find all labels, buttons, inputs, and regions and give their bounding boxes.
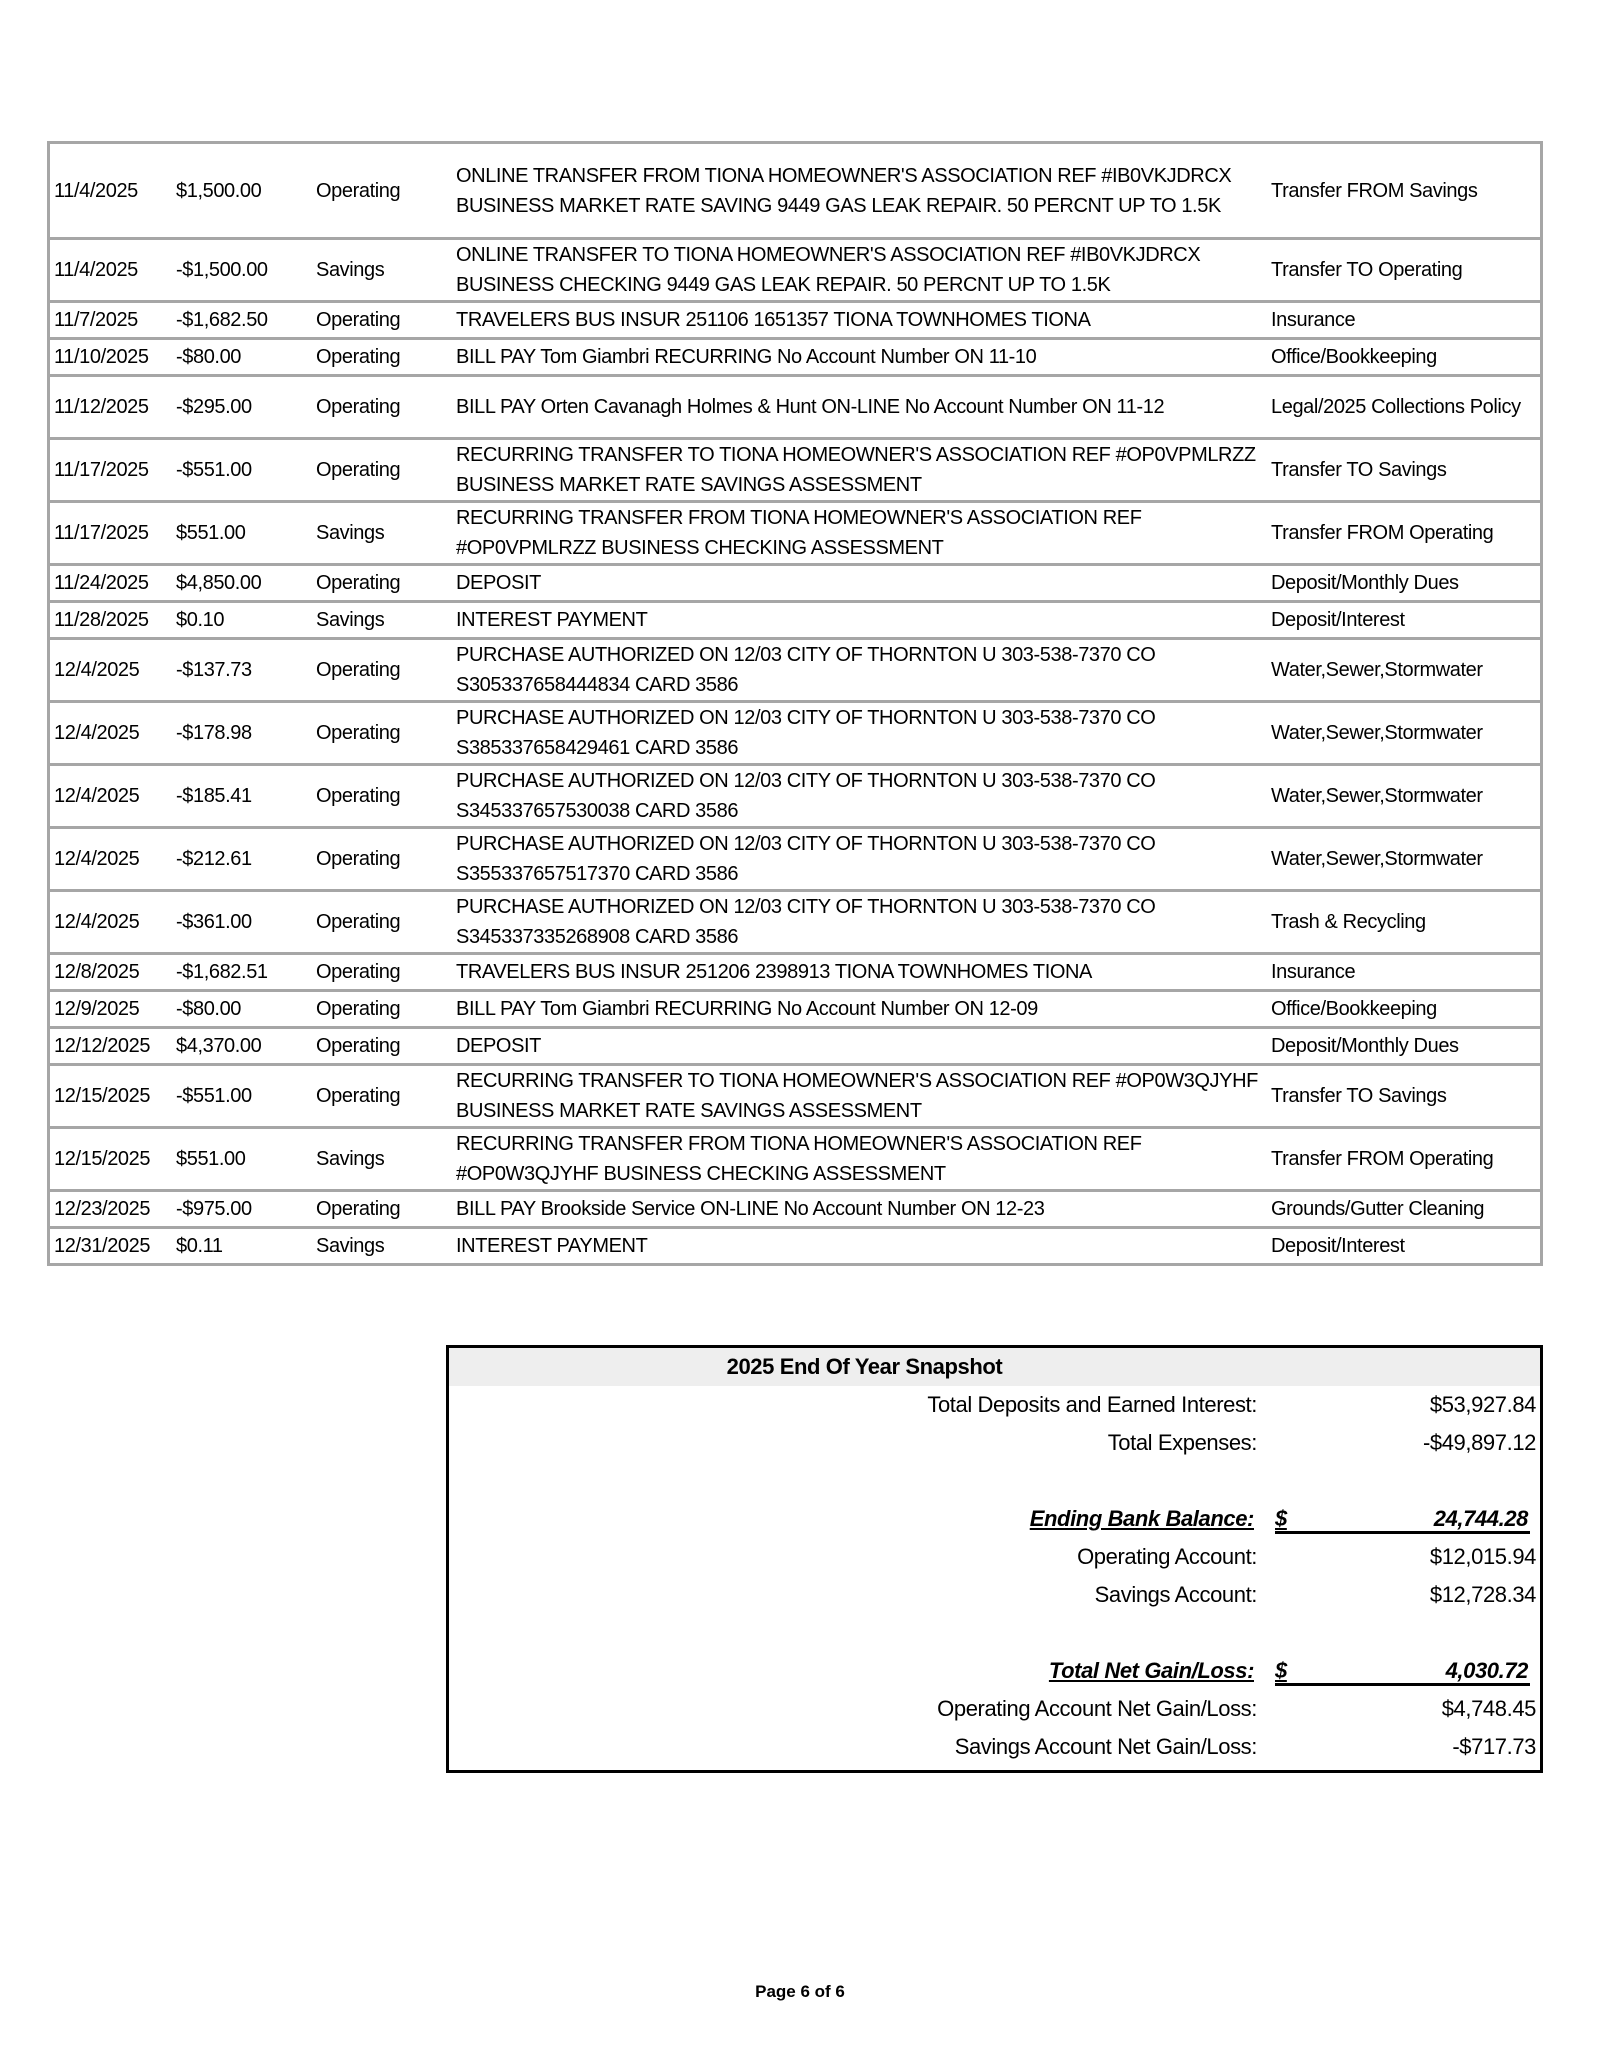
- transaction-date: 11/4/2025: [49, 239, 173, 302]
- table-row: [49, 954, 1542, 991]
- transaction-amount: -$185.41: [172, 765, 312, 828]
- transactions-table: [47, 141, 1543, 1266]
- transaction-account: Operating: [312, 339, 452, 376]
- ending-balance-value: 24,744.28: [1433, 1506, 1528, 1531]
- net-gain-value: 4,030.72: [1445, 1658, 1528, 1683]
- transaction-account: Operating: [312, 439, 452, 502]
- total-expenses-value: -$49,897.12: [1422, 1430, 1536, 1455]
- transaction-description: TRAVELERS BUS INSUR 251106 1651357 TIONA TOWNHOMES TIONA: [452, 302, 1267, 339]
- transaction-category: Transfer TO Savings: [1267, 1065, 1542, 1128]
- transaction-amount: $1,500.00: [176, 179, 262, 202]
- transaction-category: Transfer FROM Operating: [1267, 502, 1542, 565]
- transaction-description: RECURRING TRANSFER TO TIONA HOMEOWNER'S ASSOCIATION REF #OP0VPMLRZZ BUSINESS MARKET RATE SAVINGS ASSESSMENT: [452, 439, 1267, 502]
- transaction-date: 11/17/2025: [49, 439, 173, 502]
- transaction-description: RECURRING TRANSFER TO TIONA HOMEOWNER'S ASSOCIATION REF #OP0W3QJYHF BUSINESS MARKET RATE SAVINGS ASSESSMENT: [452, 1065, 1267, 1128]
- snapshot-row-operating-net: [449, 1690, 1540, 1728]
- savings-net-label: Savings Account Net Gain/Loss:: [954, 1734, 1257, 1759]
- snapshot-row-total-deposits: [449, 1386, 1540, 1424]
- transaction-account: Operating: [312, 1191, 452, 1228]
- snapshot-spacer: [449, 1614, 1540, 1652]
- transaction-date: 11/24/2025: [49, 565, 173, 602]
- transaction-amount: $551.00: [172, 502, 312, 565]
- ending-balance-label: Ending Bank Balance:: [1029, 1506, 1254, 1531]
- ending-balance-underline: [1275, 1531, 1530, 1534]
- table-row: [49, 828, 1542, 891]
- table-row: [49, 1028, 1542, 1065]
- transaction-category: Deposit/Interest: [1267, 602, 1542, 639]
- table-row: [49, 991, 1542, 1028]
- transaction-account: Operating: [312, 954, 452, 991]
- operating-account-value: $12,015.94: [1429, 1544, 1536, 1569]
- table-row: [49, 1065, 1542, 1128]
- savings-account-label: Savings Account:: [1094, 1582, 1257, 1607]
- transaction-description: PURCHASE AUTHORIZED ON 12/03 CITY OF THORNTON U 303-538-7370 CO S385337658429461 CARD 3586: [452, 702, 1267, 765]
- net-gain-currency: $: [1275, 1658, 1287, 1683]
- transaction-amount: $0.10: [172, 602, 312, 639]
- transaction-description: BILL PAY Tom Giambri RECURRING No Account Number ON 11-10: [452, 339, 1267, 376]
- transaction-account: Operating: [312, 302, 452, 339]
- transaction-description: BILL PAY Tom Giambri RECURRING No Account Number ON 12-09: [452, 991, 1267, 1028]
- transaction-account: Savings: [312, 602, 452, 639]
- transaction-date: 12/9/2025: [49, 991, 173, 1028]
- transaction-amount: -$178.98: [172, 702, 312, 765]
- transaction-account: Savings: [312, 1228, 452, 1265]
- transaction-category: Grounds/Gutter Cleaning: [1267, 1191, 1542, 1228]
- total-deposits-label: Total Deposits and Earned Interest:: [927, 1392, 1257, 1417]
- total-expenses-label: Total Expenses:: [1107, 1430, 1257, 1455]
- transaction-description: RECURRING TRANSFER FROM TIONA HOMEOWNER'S ASSOCIATION REF #OP0W3QJYHF BUSINESS CHECKING ASSESSMENT: [452, 1128, 1267, 1191]
- snapshot-row-net-gain: [449, 1652, 1540, 1690]
- transaction-description: RECURRING TRANSFER FROM TIONA HOMEOWNER'S ASSOCIATION REF #OP0VPMLRZZ BUSINESS CHECKING ASSESSMENT: [452, 502, 1267, 565]
- transaction-date: 11/7/2025: [49, 302, 173, 339]
- snapshot-row-ending-balance: [449, 1500, 1540, 1538]
- transaction-description: TRAVELERS BUS INSUR 251206 2398913 TIONA TOWNHOMES TIONA: [452, 954, 1267, 991]
- transaction-category: Transfer FROM Operating: [1267, 1128, 1542, 1191]
- transaction-amount: $0.11: [172, 1228, 312, 1265]
- transaction-date: 11/12/2025: [49, 376, 173, 439]
- snapshot-row-total-expenses: [449, 1424, 1540, 1462]
- table-row: [49, 765, 1542, 828]
- table-row: [49, 439, 1542, 502]
- transaction-description: DEPOSIT: [452, 565, 1267, 602]
- table-row: [49, 143, 1542, 239]
- table-row: [49, 302, 1542, 339]
- transaction-date: 12/4/2025: [49, 891, 173, 954]
- transaction-description: INTEREST PAYMENT: [452, 1228, 1267, 1265]
- transaction-account: Operating: [312, 828, 452, 891]
- transaction-account: Operating: [312, 639, 452, 702]
- transaction-account: Operating: [312, 1065, 452, 1128]
- page-number: Page 6 of 6: [755, 1982, 845, 2001]
- transaction-category: Deposit/Monthly Dues: [1267, 1028, 1542, 1065]
- transaction-date: 12/4/2025: [49, 765, 173, 828]
- table-row: [49, 565, 1542, 602]
- transaction-date: 12/31/2025: [49, 1228, 173, 1265]
- table-row: [49, 1128, 1542, 1191]
- transaction-category: Deposit/Interest: [1267, 1228, 1542, 1265]
- table-row: [49, 376, 1542, 439]
- transaction-category: Water,Sewer,Stormwater: [1267, 828, 1542, 891]
- table-row: [49, 702, 1542, 765]
- transaction-amount: $4,370.00: [172, 1028, 312, 1065]
- total-deposits-value: $53,927.84: [1429, 1392, 1536, 1417]
- transaction-amount: -$1,500.00: [172, 239, 312, 302]
- table-row: [49, 1228, 1542, 1265]
- transaction-amount: -$1,682.50: [172, 302, 312, 339]
- transaction-amount: $4,850.00: [172, 565, 312, 602]
- transaction-category: Insurance: [1267, 954, 1542, 991]
- transaction-description: PURCHASE AUTHORIZED ON 12/03 CITY OF THORNTON U 303-538-7370 CO S355337657517370 CARD 3586: [452, 828, 1267, 891]
- transaction-account: Operating: [312, 991, 452, 1028]
- transaction-amount: -$137.73: [172, 639, 312, 702]
- transaction-category: Transfer TO Operating: [1267, 239, 1542, 302]
- transaction-account: Operating: [312, 565, 452, 602]
- transaction-category: Water,Sewer,Stormwater: [1267, 639, 1542, 702]
- transaction-amount: $551.00: [172, 1128, 312, 1191]
- transaction-description: DEPOSIT: [452, 1028, 1267, 1065]
- transactions-body: [49, 143, 1542, 1265]
- transaction-date: 11/28/2025: [49, 602, 173, 639]
- transaction-category: Transfer TO Savings: [1267, 439, 1542, 502]
- transaction-account: Operating: [312, 702, 452, 765]
- table-row: [49, 602, 1542, 639]
- operating-account-label: Operating Account:: [1077, 1544, 1257, 1569]
- transaction-amount: -$975.00: [172, 1191, 312, 1228]
- savings-net-value: -$717.73: [1452, 1734, 1536, 1759]
- table-row: [49, 239, 1542, 302]
- transaction-date: 12/4/2025: [49, 828, 173, 891]
- transaction-date: 11/4/2025: [54, 179, 138, 202]
- transaction-date: 12/12/2025: [49, 1028, 173, 1065]
- table-row: [49, 502, 1542, 565]
- transaction-amount: -$80.00: [172, 991, 312, 1028]
- year-end-snapshot: [446, 1345, 1543, 1773]
- transaction-amount: -$295.00: [172, 376, 312, 439]
- savings-account-value: $12,728.34: [1429, 1582, 1536, 1607]
- operating-net-value: $4,748.45: [1441, 1696, 1536, 1721]
- transaction-category: Legal/2025 Collections Policy: [1267, 376, 1542, 439]
- transaction-date: 12/15/2025: [49, 1065, 173, 1128]
- table-row: [49, 1191, 1542, 1228]
- transaction-description: ONLINE TRANSFER TO TIONA HOMEOWNER'S ASSOCIATION REF #IB0VKJDRCX BUSINESS CHECKING 9449 GAS LEAK REPAIR. 50 PERCNT UP TO 1.5K: [452, 239, 1267, 302]
- transaction-category: Transfer FROM Savings: [1271, 179, 1478, 202]
- transaction-amount: -$1,682.51: [172, 954, 312, 991]
- transaction-account: Savings: [312, 1128, 452, 1191]
- net-gain-label: Total Net Gain/Loss:: [1048, 1658, 1254, 1683]
- transaction-category: Water,Sewer,Stormwater: [1267, 702, 1542, 765]
- transaction-date: 12/4/2025: [49, 702, 173, 765]
- transaction-date: 12/8/2025: [49, 954, 173, 991]
- transaction-description: INTEREST PAYMENT: [452, 602, 1267, 639]
- transaction-account: Operating: [312, 376, 452, 439]
- transaction-amount: -$212.61: [172, 828, 312, 891]
- transaction-category: Insurance: [1267, 302, 1542, 339]
- transaction-category: Deposit/Monthly Dues: [1267, 565, 1542, 602]
- snapshot-row-operating-account: [449, 1538, 1540, 1576]
- table-row: [49, 639, 1542, 702]
- transaction-account: Operating: [312, 765, 452, 828]
- transaction-category: Trash & Recycling: [1267, 891, 1542, 954]
- transaction-account: Savings: [312, 239, 452, 302]
- ending-balance-currency: $: [1275, 1506, 1287, 1531]
- snapshot-title: 2025 End Of Year Snapshot: [449, 1348, 1540, 1386]
- table-row: [49, 891, 1542, 954]
- transaction-description: PURCHASE AUTHORIZED ON 12/03 CITY OF THORNTON U 303-538-7370 CO S305337658444834 CARD 3586: [452, 639, 1267, 702]
- transaction-account: Operating: [312, 1028, 452, 1065]
- transaction-date: 11/17/2025: [49, 502, 173, 565]
- transaction-description: BILL PAY Orten Cavanagh Holmes & Hunt ON-LINE No Account Number ON 11-12: [452, 376, 1267, 439]
- transaction-account: Operating: [312, 891, 452, 954]
- snapshot-row-savings-account: [449, 1576, 1540, 1614]
- transaction-account: Operating: [316, 179, 401, 202]
- transaction-date: 12/4/2025: [49, 639, 173, 702]
- transaction-category: Office/Bookkeeping: [1267, 339, 1542, 376]
- operating-net-label: Operating Account Net Gain/Loss:: [937, 1696, 1257, 1721]
- transaction-amount: -$80.00: [172, 339, 312, 376]
- snapshot-row-savings-net: [449, 1728, 1540, 1766]
- net-gain-underline: [1275, 1683, 1530, 1686]
- transaction-description: BILL PAY Brookside Service ON-LINE No Account Number ON 12-23: [452, 1191, 1267, 1228]
- transaction-amount: -$551.00: [172, 439, 312, 502]
- table-row: [49, 339, 1542, 376]
- transaction-amount: -$551.00: [172, 1065, 312, 1128]
- transaction-description: PURCHASE AUTHORIZED ON 12/03 CITY OF THORNTON U 303-538-7370 CO S345337335268908 CARD 3586: [452, 891, 1267, 954]
- transaction-description: ONLINE TRANSFER FROM TIONA HOMEOWNER'S ASSOCIATION REF #IB0VKJDRCX BUSINESS MARKET RATE SAVING 9449 GAS LEAK REPAIR. 50 PERCNT UP TO 1.5K: [456, 164, 1232, 217]
- transaction-category: Office/Bookkeeping: [1267, 991, 1542, 1028]
- transaction-description: PURCHASE AUTHORIZED ON 12/03 CITY OF THORNTON U 303-538-7370 CO S345337657530038 CARD 3586: [452, 765, 1267, 828]
- transaction-date: 12/23/2025: [49, 1191, 173, 1228]
- transaction-category: Water,Sewer,Stormwater: [1267, 765, 1542, 828]
- transaction-amount: -$361.00: [172, 891, 312, 954]
- transaction-date: 12/15/2025: [49, 1128, 173, 1191]
- transaction-account: Savings: [312, 502, 452, 565]
- transaction-date: 11/10/2025: [49, 339, 173, 376]
- snapshot-spacer: [449, 1462, 1540, 1500]
